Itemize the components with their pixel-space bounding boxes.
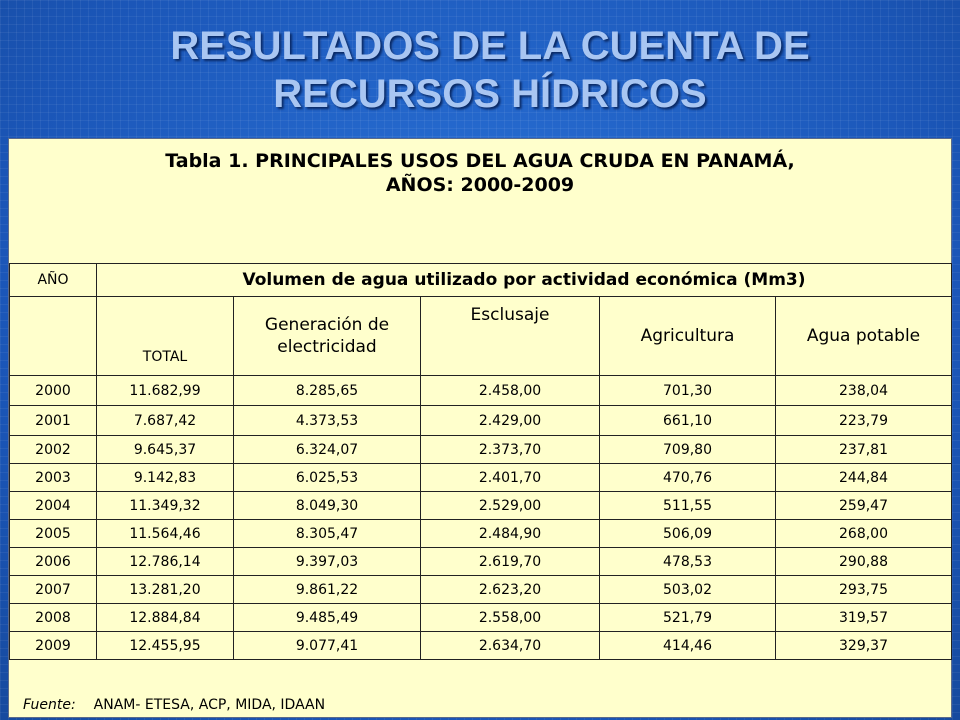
cell-year: 2002 — [10, 436, 97, 464]
cell-year: 2005 — [10, 520, 97, 548]
cell-generacion: 9.485,49 — [234, 604, 421, 632]
cell-generacion: 9.861,22 — [234, 576, 421, 604]
cell-esclusaje: 2.429,00 — [421, 406, 600, 436]
cell-agricultura: 506,09 — [600, 520, 776, 548]
cell-total: 12.786,14 — [97, 548, 234, 576]
cell-year: 2009 — [10, 632, 97, 660]
table-panel — [8, 138, 952, 718]
table-row — [10, 464, 952, 492]
cell-total: 9.645,37 — [97, 436, 234, 464]
year-subheader-empty — [10, 297, 97, 376]
table-row — [10, 492, 952, 520]
cell-year: 2006 — [10, 548, 97, 576]
slide-title — [0, 22, 960, 118]
cell-year: 2004 — [10, 492, 97, 520]
table-row — [10, 520, 952, 548]
cell-year: 2003 — [10, 464, 97, 492]
cell-generacion: 8.305,47 — [234, 520, 421, 548]
cell-agua-potable: 293,75 — [776, 576, 952, 604]
cell-agricultura: 511,55 — [600, 492, 776, 520]
table-row — [10, 632, 952, 660]
table-row — [10, 604, 952, 632]
cell-agua-potable: 237,81 — [776, 436, 952, 464]
cell-agricultura: 478,53 — [600, 548, 776, 576]
cell-year: 2007 — [10, 576, 97, 604]
table-row — [10, 376, 952, 406]
cell-esclusaje: 2.529,00 — [421, 492, 600, 520]
cell-agricultura: 709,80 — [600, 436, 776, 464]
slide-title-line-2: RECURSOS HÍDRICOS — [273, 72, 707, 116]
cell-total: 11.682,99 — [97, 376, 234, 406]
cell-year: 2001 — [10, 406, 97, 436]
cell-agricultura: 503,02 — [600, 576, 776, 604]
cell-total: 13.281,20 — [97, 576, 234, 604]
slide-title-line-1: RESULTADOS DE LA CUENTA DE — [170, 24, 810, 68]
cell-total: 12.884,84 — [97, 604, 234, 632]
cell-esclusaje: 2.458,00 — [421, 376, 600, 406]
cell-agua-potable: 319,57 — [776, 604, 952, 632]
cell-esclusaje: 2.619,70 — [421, 548, 600, 576]
agriculture-column-header: Agricultura — [600, 297, 776, 376]
cell-agua-potable: 223,79 — [776, 406, 952, 436]
cell-agricultura: 521,79 — [600, 604, 776, 632]
table-caption-line-1: Tabla 1. PRINCIPALES USOS DEL AGUA CRUDA EN PANAMÁ, — [165, 150, 795, 172]
drinking-water-column-header: Agua potable — [776, 297, 952, 376]
source-note — [23, 697, 325, 713]
source-text: ANAM- ETESA, ACP, MIDA, IDAAN — [93, 697, 326, 713]
cell-generacion: 9.077,41 — [234, 632, 421, 660]
cell-agricultura: 701,30 — [600, 376, 776, 406]
cell-generacion: 4.373,53 — [234, 406, 421, 436]
year-column-header: AÑO — [10, 264, 97, 297]
cell-generacion: 6.025,53 — [234, 464, 421, 492]
cell-agricultura: 470,76 — [600, 464, 776, 492]
cell-esclusaje: 2.373,70 — [421, 436, 600, 464]
source-label: Fuente: — [23, 697, 76, 713]
table-caption-line-2: AÑOS: 2000-2009 — [385, 174, 575, 196]
water-use-table — [9, 263, 952, 660]
cell-esclusaje: 2.558,00 — [421, 604, 600, 632]
cell-generacion: 6.324,07 — [234, 436, 421, 464]
cell-total: 11.564,46 — [97, 520, 234, 548]
cell-agua-potable: 244,84 — [776, 464, 952, 492]
cell-generacion: 9.397,03 — [234, 548, 421, 576]
generation-column-header: Generación de electricidad — [234, 297, 421, 376]
cell-agricultura: 661,10 — [600, 406, 776, 436]
cell-agua-potable: 238,04 — [776, 376, 952, 406]
cell-total: 12.455,95 — [97, 632, 234, 660]
cell-total: 9.142,83 — [97, 464, 234, 492]
total-column-header: TOTAL — [97, 297, 234, 376]
table-row — [10, 548, 952, 576]
cell-esclusaje: 2.401,70 — [421, 464, 600, 492]
cell-agua-potable: 329,37 — [776, 632, 952, 660]
cell-esclusaje: 2.623,20 — [421, 576, 600, 604]
cell-agua-potable: 290,88 — [776, 548, 952, 576]
cell-year: 2008 — [10, 604, 97, 632]
cell-total: 7.687,42 — [97, 406, 234, 436]
cell-agricultura: 414,46 — [600, 632, 776, 660]
cell-esclusaje: 2.484,90 — [421, 520, 600, 548]
table-caption — [9, 149, 951, 197]
cell-generacion: 8.285,65 — [234, 376, 421, 406]
cell-agua-potable: 259,47 — [776, 492, 952, 520]
table-row — [10, 436, 952, 464]
table-row — [10, 576, 952, 604]
cell-generacion: 8.049,30 — [234, 492, 421, 520]
cell-year: 2000 — [10, 376, 97, 406]
cell-agua-potable: 268,00 — [776, 520, 952, 548]
table-row — [10, 406, 952, 436]
cell-total: 11.349,32 — [97, 492, 234, 520]
cell-esclusaje: 2.634,70 — [421, 632, 600, 660]
volume-group-header: Volumen de agua utilizado por actividad económica (Mm3) — [97, 264, 952, 297]
lockage-column-header: Esclusaje — [421, 297, 600, 376]
